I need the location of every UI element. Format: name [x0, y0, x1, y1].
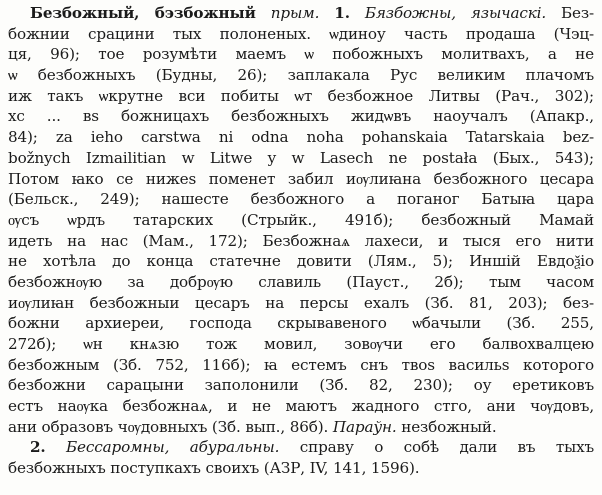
quote-text: справу о собѣ дали въ тыхъ — [299, 438, 594, 457]
entry-line: 272б); ѡн кнѧзю тож мовил, зовѹчи его балвохвалцею — [8, 335, 594, 353]
entry-line: безбожныхъ поступкахъ своихъ (АЗР, IV, 141, 1596). — [8, 459, 420, 478]
headword: Безбожный, бэзбожный — [30, 4, 256, 22]
entry-line: иж такъ ѡкрутне вси побиты ѡт безбожное Литвы (Рач., 302); — [8, 86, 594, 105]
entry-line: иѹлиꙗн безбожныи цесаръ на персы ехалъ (Зб. 81, 203); без- — [8, 293, 594, 312]
entry-line: Потом ꙗко се нижеs поменет забил иѹлиꙗна безбожного цесара — [8, 169, 594, 188]
paradigm-word: незбожный. — [401, 417, 497, 436]
entry-line-sense-2 — [8, 437, 594, 458]
entry-line-paradigm — [8, 417, 594, 438]
entry-line: божни архиереи, господа скрывавеного ѡбачыли (Зб. 255, — [8, 314, 594, 333]
sense-2-number: 2. — [30, 438, 46, 457]
entry-line: 84); za ieho carstwa ni odna noha pohanskaia Tatarskaia bez- — [8, 128, 594, 147]
sense-1-number: 1. — [334, 4, 350, 22]
entry-line: хс ... вs божницахъ безбожныхъ жидѡвъ наоучалъ (Апакр., — [8, 107, 594, 126]
entry-line: božnych Izmailitian w Litwe y w Lasech ne postała (Бых., 543); — [8, 148, 594, 167]
entry-line: безбожни сарацыни заполонили (Зб. 82, 230); оу еретиковъ — [8, 376, 594, 395]
entry-line: безбожным (Зб. 752, 116б); ꙗ естемъ снъ твоѕ васильѕ которого — [8, 355, 594, 374]
entry-line: не хотѣла до конца статечне довити (Лям., 5); Иншій Евдоѯіо — [8, 252, 594, 271]
quote-text: Без- — [561, 4, 594, 22]
entry-line: ѹсъ ѡрдъ татарских (Стрыйк., 491б); безбожный Мамай — [8, 210, 594, 229]
sense-2-gloss: Бессаромны, абуральны. — [66, 438, 280, 457]
sense-1-gloss: Бязбожны, язычаскі. — [364, 4, 547, 22]
entry-line: ця, 96); тое розумѣти маемъ ѡ побожныхъ молитвахъ, а не — [8, 45, 594, 64]
entry-line: естъ наѹка безбожнаѧ, и не маютъ жадного стго, ани чѹдовъ, — [8, 397, 594, 416]
quote-text: ани образовъ чѹдовныхъ (Зб. вып., 86б). — [8, 417, 329, 436]
entry-line: идеть на нас (Мам., 172); Безбожнаѧ лахеси, и тыся его нити — [8, 231, 594, 250]
entry-line-1 — [8, 3, 594, 24]
entry-line: ѡ безбожныхъ (Будны, 26); заплакала Рус великим плачомъ — [8, 66, 594, 85]
part-of-speech: прым. — [270, 4, 320, 22]
entry-line: безбожнѹю за добрѹю славиль (Пауст., 2б); тым часом — [8, 272, 594, 291]
entry-line: божнии срацини тых полоненых. ѡдиноу часть продаша (Чэц- — [8, 24, 594, 43]
entry-line: (Бельск., 249); нашесте безбожного а поганог Батыꙗ цара — [8, 190, 594, 209]
paradigm-label: Параўн. — [332, 417, 397, 436]
